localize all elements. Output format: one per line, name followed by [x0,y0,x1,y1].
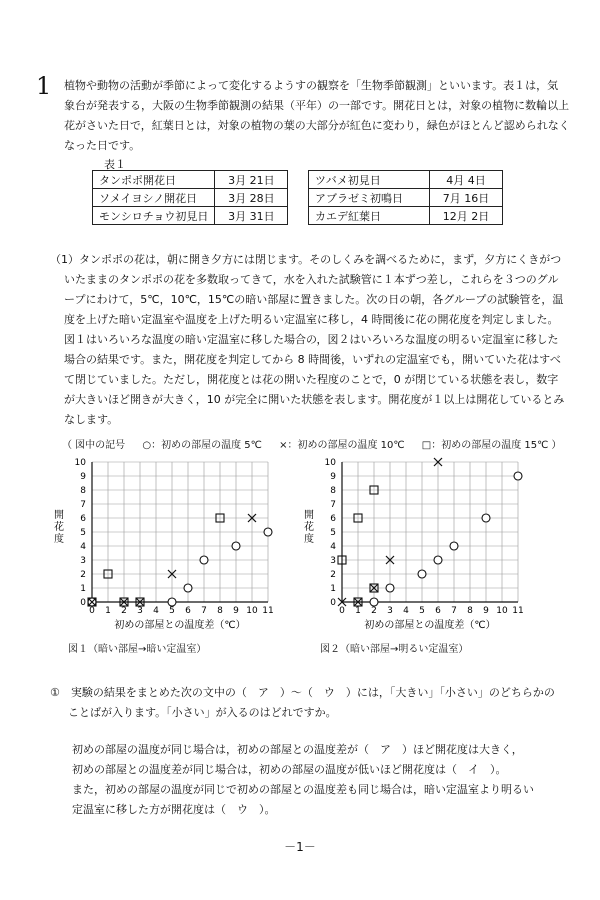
part1-line: が大きいほど開きが大きく，10 が完全に開いた状態を表します。開花度が１以上は開花しているとみ [64,393,565,406]
figure2-xlabel: 初めの部屋との温度差（℃） [364,620,496,631]
table-cell-name: タンポポ開花日 [93,171,215,189]
legend-prefix: （ 図中の記号 [62,440,126,451]
part1-line: なします。 [64,413,119,426]
summary-text [72,740,534,820]
y-tick-label: 4 [330,542,336,552]
table-cell-name: モンシロチョウ初見日 [93,207,215,225]
figure1-chart [50,452,290,632]
table-row [93,171,288,189]
question-1 [50,683,570,723]
table-label: 表１ [104,158,126,171]
y-tick-label: 10 [324,458,336,468]
x-tick-label: 7 [451,606,457,616]
part1-line: ープにわけて，5℃，10℃，15℃の暗い部屋に置きました。次の日の朝，各グループの試験管を，温 [64,293,564,306]
table-row [309,171,503,189]
circle-marker [450,542,458,550]
legend-cross: ×：初めの部屋の温度 10℃ [279,440,405,451]
table-row [93,189,288,207]
y-tick-label: 4 [80,542,86,552]
circle-marker [184,584,192,592]
x-tick-label: 2 [371,606,377,616]
circle-marker [200,556,208,564]
observation-table-left [92,170,288,225]
y-tick-label: 1 [330,584,336,594]
x-tick-label: 0 [339,606,345,616]
figure2-ylabel: 開花度 [304,510,314,545]
x-tick-label: 3 [137,606,143,616]
summary-line: 定温室に移した方が開花度は（ ウ ）。 [72,803,276,816]
table-cell-name: アブラゼミ初鳴日 [309,189,430,207]
x-tick-label: 10 [246,606,258,616]
y-tick-label: 0 [330,598,336,608]
intro-text [64,76,570,156]
part1-line: て閉じていました。ただし，開花度とは花の開いた程度のことで，0 が閉じている状態を表し，数字 [64,373,559,386]
y-tick-label: 3 [330,556,336,566]
figure1-caption: 図１（暗い部屋→暗い定温室） [68,644,207,655]
y-tick-label: 8 [330,486,336,496]
y-tick-label: 10 [74,458,86,468]
y-tick-label: 1 [80,584,86,594]
circle-marker [370,598,378,606]
legend-circle: ○：初めの部屋の温度 5℃ [142,440,262,451]
y-tick-label: 7 [330,500,336,510]
circle-marker [418,570,426,578]
page-number: －1－ [284,840,316,854]
part1-line: 図１はいろいろな温度の暗い定温室に移した場合の，図２はいろいろな温度の明るい定温室に移した [64,333,559,346]
x-tick-label: 10 [496,606,508,616]
part1-line: いたままのタンポポの花を多数取ってきて，水を入れた試験管に１本ずつ差し，これらを３つのグル [64,273,559,286]
summary-line: 初めの部屋の温度が同じ場合は，初めの部屋との温度差が（ ア ）ほど開花度は大きく， [72,743,523,756]
part1-line: （1）タンポポの花は，朝に開き夕方には閉じます。そのしくみを調べるために，まず，夕方にくきがつ [50,253,562,266]
y-tick-label: 9 [330,472,336,482]
x-tick-label: 3 [387,606,393,616]
chart-legend [62,436,576,451]
q1-line: ① 実験の結果をまとめた次の文中の（ ア ）～（ ウ ）には，「大きい」「小さい」のどちらかの [50,686,555,699]
intro-line: 花がさいた日で，紅葉日とは，対象の植物の葉の大部分が紅色に変わり，緑色がほとんど認められなく [64,119,570,132]
y-tick-label: 5 [330,528,336,538]
x-tick-label: 5 [419,606,425,616]
x-tick-label: 2 [121,606,127,616]
figure2-caption: 図２（暗い部屋→明るい定温室） [320,644,469,655]
x-tick-label: 6 [435,606,441,616]
intro-line: なった日です。 [64,139,141,152]
q1-line: ことばが入ります。「小さい」が入るのはどれですか。 [68,706,337,719]
table-cell-date: 4月 4日 [430,171,503,189]
x-tick-label: 11 [512,606,524,616]
y-tick-label: 7 [80,500,86,510]
y-tick-label: 2 [80,570,86,580]
legend-square: □：初めの部屋の温度 15℃ ） [421,440,562,451]
y-tick-label: 8 [80,486,86,496]
x-tick-label: 9 [233,606,239,616]
table-cell-date: 3月 28日 [215,189,288,207]
y-tick-label: 2 [330,570,336,580]
intro-line: 植物や動物の活動が季節によって変化するようすの観察を「生物季節観測」といいます。表１は，気 [64,79,559,92]
y-tick-label: 5 [80,528,86,538]
question-number: 1 [36,72,52,100]
table-row [309,189,503,207]
x-tick-label: 6 [185,606,191,616]
y-tick-label: 9 [80,472,86,482]
figure1-xlabel: 初めの部屋との温度差（℃） [114,620,246,631]
x-tick-label: 4 [403,606,409,616]
x-tick-label: 1 [355,606,361,616]
part1-line: 度を上げた暗い定温室や温度を上げた明るい定温室に移し，4 時間後に花の開花度を判定しました。 [64,313,559,326]
circle-marker [232,542,240,550]
circle-marker [168,598,176,606]
circle-marker [264,528,272,536]
summary-line: 初めの部屋との温度差が同じ場合は，初めの部屋の温度が低いほど開花度は（ イ ）。 [72,763,507,776]
x-tick-label: 4 [153,606,159,616]
table-row [309,207,503,225]
x-tick-label: 8 [467,606,473,616]
summary-line: また，初めの部屋の温度が同じで初めの部屋との温度差も同じ場合は，暗い定温室より明るい [72,783,534,796]
circle-marker [514,472,522,480]
observation-table-right [308,170,503,225]
y-tick-label: 3 [80,556,86,566]
x-tick-label: 11 [262,606,274,616]
part1-line: 場合の結果です。また，開花度を判定してから 8 時間後，いずれの定温室でも，開いていた花はすべ [64,353,561,366]
table-cell-name: ツバメ初見日 [309,171,430,189]
table-cell-name: カエデ紅葉日 [309,207,430,225]
x-tick-label: 9 [483,606,489,616]
table-cell-date: 3月 31日 [215,207,288,225]
x-tick-label: 5 [169,606,175,616]
y-tick-label: 0 [80,598,86,608]
table-cell-date: 3月 21日 [215,171,288,189]
figure2-chart [300,452,540,632]
y-tick-label: 6 [80,514,86,524]
part1-text [50,250,570,430]
table-cell-name: ソメイヨシノ開花日 [93,189,215,207]
table-cell-date: 12月 2日 [430,207,503,225]
intro-line: 象台が発表する，大阪の生物季節観測の結果（平年）の一部です。開花日とは，対象の植物に数輪以上 [64,99,570,112]
circle-marker [482,514,490,522]
x-tick-label: 1 [105,606,111,616]
y-tick-label: 6 [330,514,336,524]
figure1-ylabel: 開花度 [54,510,64,545]
x-tick-label: 7 [201,606,207,616]
circle-marker [434,556,442,564]
table-cell-date: 7月 16日 [430,189,503,207]
x-tick-label: 0 [89,606,95,616]
table-row [93,207,288,225]
x-tick-label: 8 [217,606,223,616]
circle-marker [386,584,394,592]
